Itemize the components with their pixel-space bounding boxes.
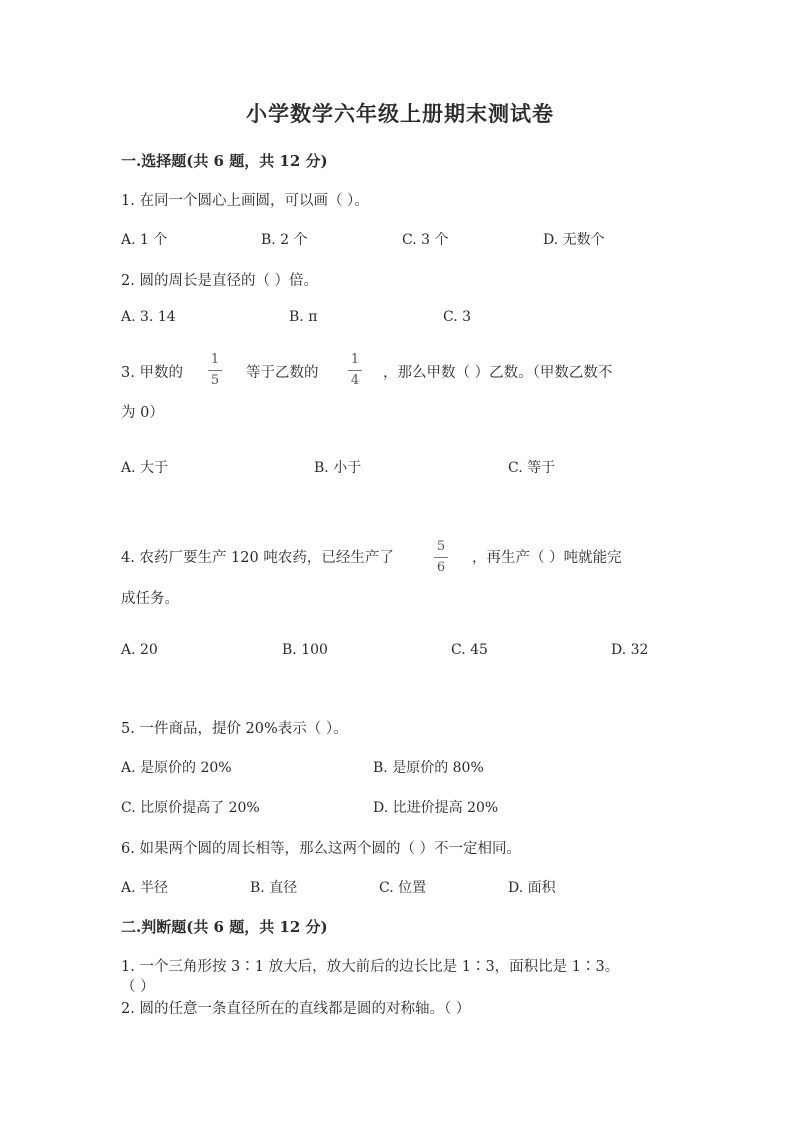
- section-heading-judgment: 二.判断题(共 6 题，共 12 分): [121, 918, 328, 936]
- q2-option-c: C. 3: [443, 309, 472, 325]
- question-2: 2. 圆的周长是直径的（ ）倍。: [121, 273, 319, 289]
- page-title: 小学数学六年级上册期末测试卷: [246, 101, 554, 126]
- fraction-five-sixths: [433, 540, 449, 575]
- fraction-bar: [434, 557, 448, 558]
- question-1: 1. 在同一个圆心上画圆，可以画（ ）。: [121, 193, 369, 209]
- q6-option-c: C. 位置: [379, 880, 427, 896]
- fraction-bar: [348, 370, 362, 371]
- fraction-denominator: 4: [350, 373, 360, 388]
- q1-option-a: A. 1 个: [121, 232, 168, 248]
- fraction-denominator: 5: [210, 373, 220, 388]
- question-3-text-4: 为 0）: [121, 405, 164, 421]
- question-3-text-2: 等于乙数的: [246, 365, 319, 381]
- q4-option-d: D. 32: [611, 642, 649, 658]
- fraction-numerator: 1: [210, 352, 220, 367]
- judgment-1: 1. 一个三角形按 3∶1 放大后，放大前后的边长比是 1∶3，面积比是 1∶3。: [121, 959, 620, 975]
- fraction-numerator: 1: [350, 352, 360, 367]
- q5-option-d: D. 比进价提高 20%: [373, 800, 499, 816]
- q5-option-b: B. 是原价的 80%: [373, 760, 484, 776]
- question-6: 6. 如果两个圆的周长相等，那么这两个圆的（ ）不一定相同。: [121, 841, 522, 857]
- fraction-numerator: 5: [436, 539, 446, 554]
- q6-option-b: B. 直径: [250, 880, 298, 896]
- judgment-2: 2. 圆的任意一条直径所在的直线都是圆的对称轴。（ ）: [121, 1001, 471, 1017]
- question-4-text-1: 4. 农药厂要生产 120 吨农药，已经生产了: [121, 550, 394, 566]
- q6-option-a: A. 半径: [121, 880, 169, 896]
- question-4-text-2: ，再生产（ ）吨就能完: [472, 550, 622, 566]
- q4-option-b: B. 100: [282, 642, 328, 658]
- fraction-bar: [208, 370, 222, 371]
- question-3-text-3: ，那么甲数（ ）乙数。（甲数乙数不: [383, 365, 613, 381]
- q4-option-c: C. 45: [451, 642, 488, 658]
- question-5: 5. 一件商品，提价 20%表示（ ）。: [121, 721, 348, 737]
- question-3-text-1: 3. 甲数的: [121, 365, 183, 381]
- q6-option-d: D. 面积: [508, 880, 556, 896]
- q2-option-b: B. π: [289, 309, 318, 325]
- q5-option-c: C. 比原价提高了 20%: [121, 800, 260, 816]
- q1-option-c: C. 3 个: [402, 232, 449, 248]
- fraction-denominator: 6: [436, 560, 446, 575]
- q3-option-b: B. 小于: [314, 460, 362, 476]
- fraction-one-fifth: [207, 353, 223, 388]
- q2-option-a: A. 3. 14: [121, 309, 176, 325]
- section-heading-choice: 一.选择题(共 6 题，共 12 分): [121, 152, 328, 170]
- q3-option-c: C. 等于: [508, 460, 556, 476]
- judgment-1-answer-blank: （ ）: [121, 979, 155, 995]
- q5-option-a: A. 是原价的 20%: [121, 760, 232, 776]
- q1-option-b: B. 2 个: [261, 232, 308, 248]
- fraction-one-quarter: [347, 353, 363, 388]
- question-4-text-3: 成任务。: [121, 591, 179, 607]
- q1-option-d: D. 无数个: [543, 232, 605, 248]
- q3-option-a: A. 大于: [121, 460, 169, 476]
- q4-option-a: A. 20: [121, 642, 158, 658]
